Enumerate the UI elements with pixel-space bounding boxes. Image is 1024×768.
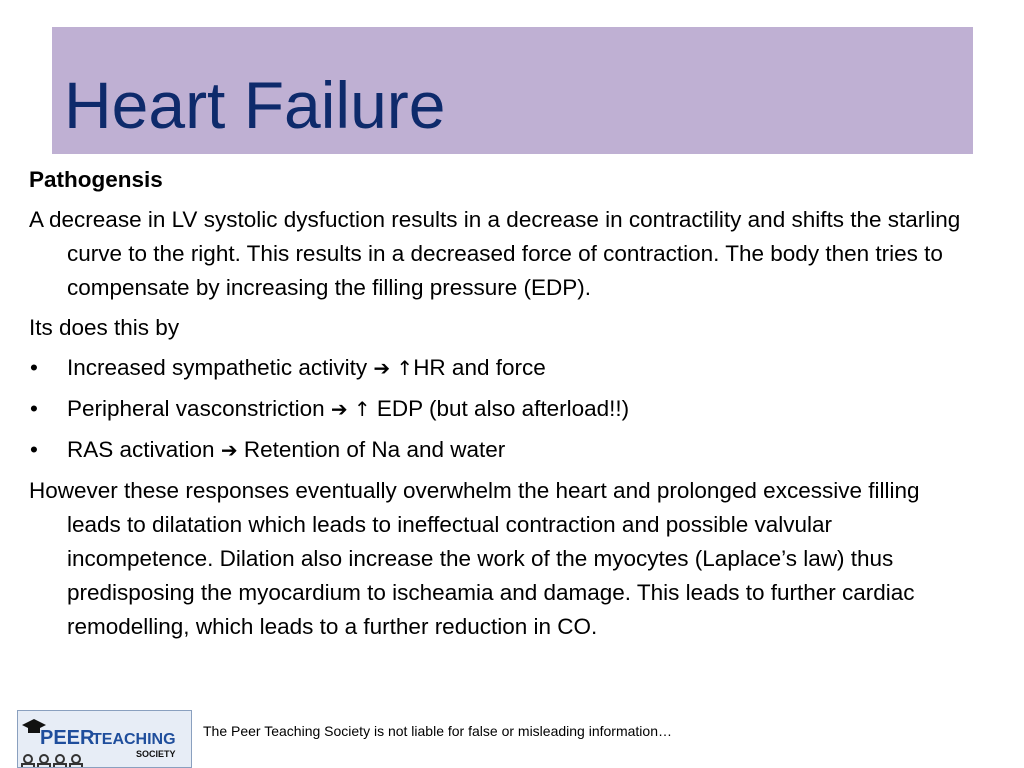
bullet-text: RAS activation xyxy=(67,437,221,462)
title-banner xyxy=(52,27,973,154)
right-arrow-icon: ➔ xyxy=(373,356,391,380)
right-arrow-icon: ➔ xyxy=(220,438,238,462)
bullet-text-after: EDP (but also afterload!!) xyxy=(370,396,630,421)
footer-disclaimer: The Peer Teaching Society is not liable for false or misleading information… xyxy=(203,723,672,739)
bullet-text: Peripheral vasconstriction xyxy=(67,396,331,421)
bullet-dot-icon: • xyxy=(30,437,38,462)
logo-word-teaching: TEACHING xyxy=(92,731,176,748)
bullet-dot-icon: • xyxy=(30,396,38,421)
bullet-text: Increased sympathetic activity xyxy=(67,355,374,380)
slide-body xyxy=(29,163,979,650)
bullet-item-vasoconstriction xyxy=(29,392,979,426)
bullet-item-sympathetic xyxy=(29,351,979,385)
up-arrow-icon: ↑ xyxy=(396,356,414,380)
paragraph-consequences: However these responses eventually overwhelm the heart and prolonged excessive filling leads to dilatation which leads to ineffectual contraction and possible valvular incompetence. Dilation also increase the work of the myocytes (Laplace’s law) thus predisposing the myocardium to ischeamia and damage. This leads to further cardiac remodelling, which leads to a further reduction in CO. xyxy=(29,478,920,639)
slide-title: Heart Failure xyxy=(64,68,446,142)
bullet-dot-icon: • xyxy=(30,355,38,380)
up-arrow-icon: ↑ xyxy=(353,397,371,421)
bullet-item-ras xyxy=(29,433,979,467)
bullet-text-after: HR and force xyxy=(413,355,546,380)
paragraph-pathogenesis: A decrease in LV systolic dysfuction results in a decrease in contractility and shifts the starling curve to the right. This results in a decreased force of contraction. The body then tries to compensate by increasing the filling pressure (EDP). xyxy=(29,207,961,300)
intro-line: Its does this by xyxy=(29,315,180,340)
section-heading: Pathogensis xyxy=(29,167,163,192)
logo-word-society: SOCIETY xyxy=(136,749,176,759)
right-arrow-icon: ➔ xyxy=(330,397,348,421)
bullet-text-after: Retention of Na and water xyxy=(237,437,506,462)
logo-graphic xyxy=(18,711,192,768)
peer-teaching-society-logo xyxy=(17,710,192,768)
logo-word-peer: PEER xyxy=(40,727,95,749)
